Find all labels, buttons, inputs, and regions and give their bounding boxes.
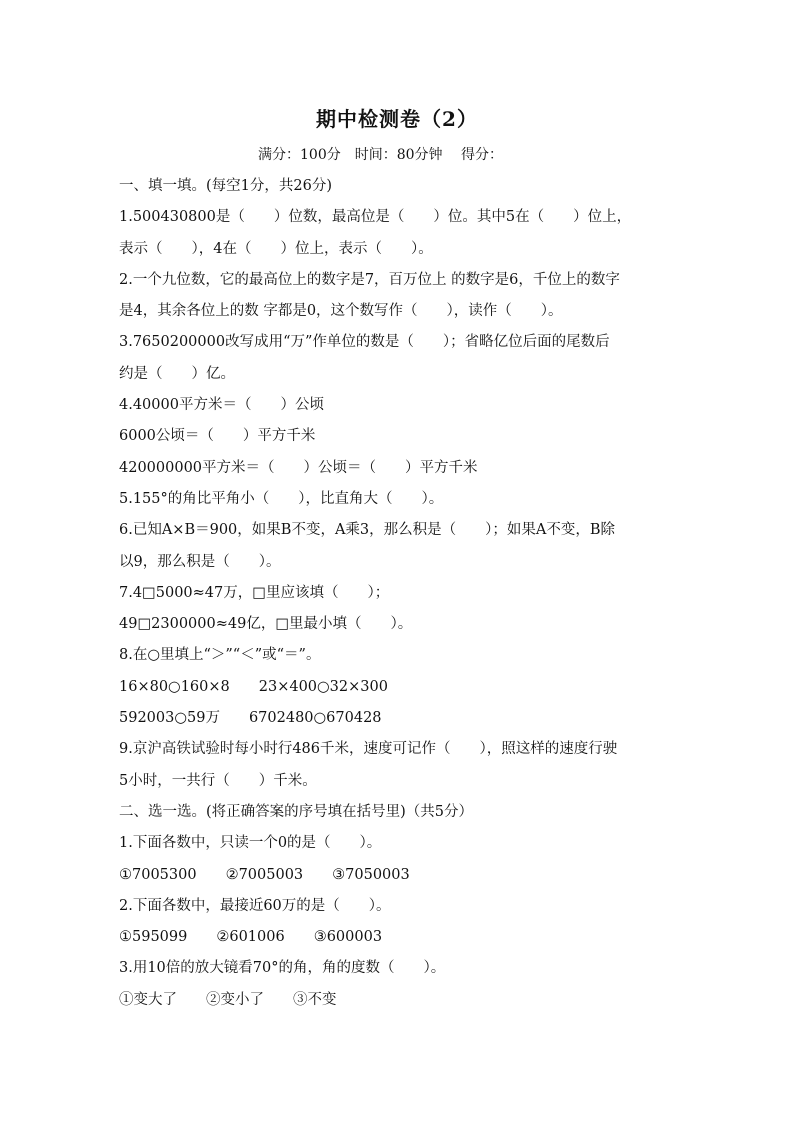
- question-line: 5.155°的角比平角小（ ），比直角大（ ）。: [119, 490, 444, 507]
- options-line: ①595099 ②601006 ③600003: [119, 929, 383, 946]
- question-line: 约是（ ）亿。: [119, 365, 235, 382]
- options-line: ①变大了 ②变小了 ③不变: [119, 991, 337, 1008]
- question-line: 表示（ ），4在（ ）位上，表示（ ）。: [119, 240, 433, 257]
- question-line: 2.下面各数中，最接近60万的是（ ）。: [119, 897, 391, 914]
- question-line: 420000000平方米＝（ ）公顷＝（ ）平方千米: [119, 459, 478, 476]
- question-line: 7.4□5000≈47万，□里应该填（ ）；: [119, 584, 390, 601]
- section-heading-choice: 二、选一选。(将正确答案的序号填在括号里)（共5分）: [119, 803, 474, 820]
- question-line: 1.500430800是（ ）位数，最高位是（ ）位。其中5在（ ）位上，: [119, 209, 632, 226]
- question-line: 9.京沪高铁试验时每小时行486千米，速度可记作（ ），照这样的速度行驶: [119, 741, 618, 758]
- question-line: 8.在○里填上“＞”“＜”或“＝”。: [119, 647, 321, 664]
- question-line: 6.已知A×B＝900，如果B不变，A乘3，那么积是（ ）；如果A不变，B除: [119, 522, 616, 539]
- question-line: 5小时，一共行（ ）千米。: [119, 772, 317, 789]
- question-line: 2.一个九位数，它的最高位上的数字是7，百万位上 的数字是6，千位上的数字: [119, 271, 620, 288]
- question-line: 1.下面各数中，只读一个0的是（ ）。: [119, 835, 382, 852]
- question-line: 4.40000平方米＝（ ）公顷: [119, 397, 324, 414]
- question-line: 以9，那么积是（ ）。: [119, 553, 281, 570]
- question-line: 3.7650200000改写成用“万”作单位的数是（ ）；省略亿位后面的尾数后: [119, 334, 610, 351]
- question-content: [119, 173, 679, 1018]
- page-title: 期中检测卷（2）: [316, 107, 478, 131]
- score-info: 满分：100分 时间：80分钟 得分：: [258, 147, 503, 163]
- question-line: 6000公顷＝（ ）平方千米: [119, 428, 316, 445]
- question-line: 是4，其余各位上的数 字都是0，这个数写作（ ），读作（ ）。: [119, 303, 563, 320]
- question-line: 3.用10倍的放大镜看70°的角，角的度数（ ）。: [119, 960, 446, 977]
- question-line: 592003○59万 6702480○670428: [119, 710, 382, 727]
- section-heading-fill: 一、填一填。(每空1分，共26分): [119, 178, 332, 194]
- question-line: 16×80○160×8 23×400○32×300: [119, 678, 388, 695]
- question-line: 49□2300000≈49亿，□里最小填（ ）。: [119, 616, 413, 633]
- options-line: ①7005300 ②7005003 ③7050003: [119, 866, 410, 883]
